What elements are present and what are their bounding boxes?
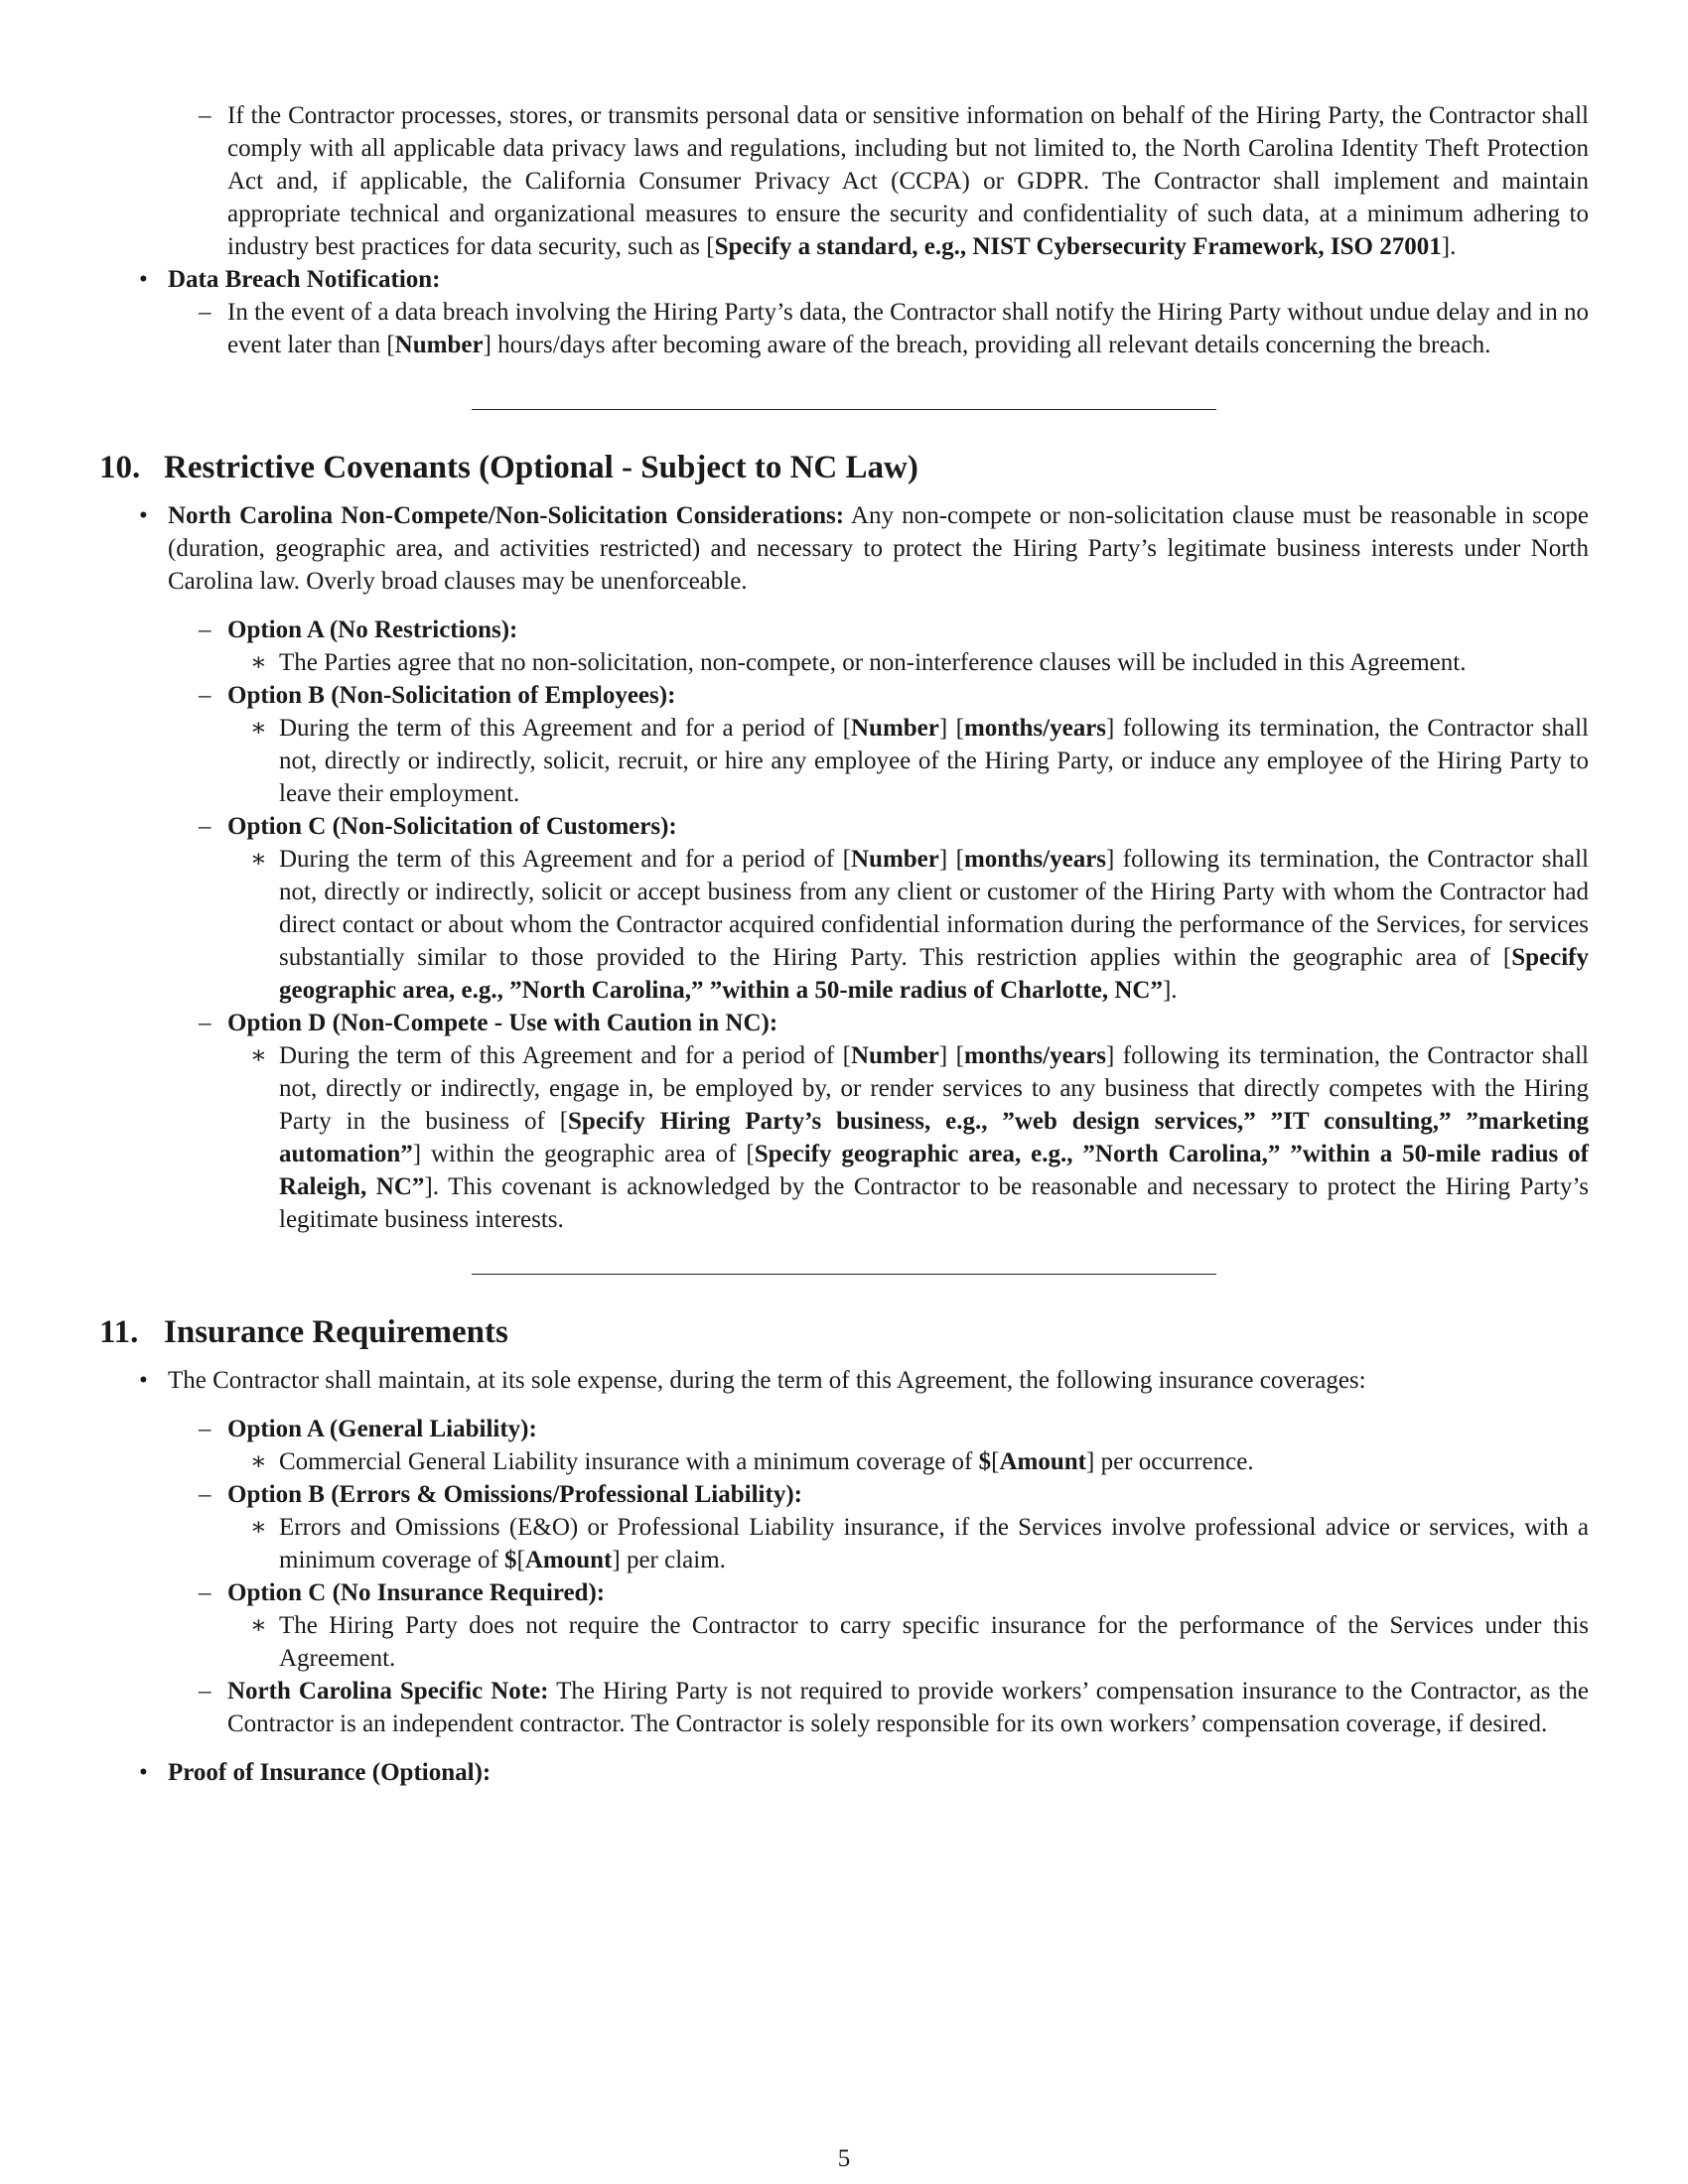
option-c-label: Option C (Non-Solicitation of Customers):	[227, 813, 677, 840]
breach-label: Data Breach Notification:	[168, 266, 441, 293]
placeholder-geographic-area: Specify geographic area, e.g., ”North Carolina,” ”within a 50-mile radius of Raleigh, NC”	[279, 1141, 1589, 1200]
placeholder-number: Number	[850, 1042, 939, 1069]
placeholder-period: months/years	[963, 1042, 1107, 1069]
bullet-marker: •	[139, 1759, 148, 1786]
asterisk-marker: ∗	[250, 715, 267, 742]
option-d-label: Option D (Non-Compete - Use with Caution in NC):	[227, 1010, 778, 1036]
dash-marker: –	[199, 102, 211, 129]
placeholder-number: Number	[394, 332, 484, 358]
option-b-item	[99, 679, 1589, 712]
privacy-text: If the Contractor processes, stores, or transmits personal data or sensitive information on behalf of the Hiring Party, the Contractor shall comply with all applicable data privacy laws and regulations, including but not limited to, the North Carolina Identity Theft Protection Act and, if applicable, the California Consumer Privacy Act (CCPA) or GDPR. The Contractor shall implement and maintain appropriate technical and organizational measures to ensure the security and confidentiality of such data, at a minimum adhering to industry best practices for data security, such as [Specify a standard, e.g., NIST Cybersecurity Framework, ISO 27001].	[227, 102, 1589, 260]
bullet-marker: •	[139, 1367, 148, 1394]
dash-marker: –	[199, 616, 211, 643]
dash-marker: –	[199, 1481, 211, 1508]
dash-marker: –	[199, 1010, 211, 1036]
option-c-item	[99, 810, 1589, 843]
nc-note-text: North Carolina Specific Note: The Hiring Party is not required to provide workers’ compensation insurance to the Contractor, as the Contractor is an independent contractor. The Contractor is solely responsible for its own workers’ compensation coverage, if desired.	[227, 1678, 1589, 1737]
breach-item	[99, 263, 1589, 296]
nc-considerations-label: North Carolina Non-Compete/Non-Solicitation Considerations:	[168, 502, 845, 529]
nc-considerations-text: North Carolina Non-Compete/Non-Solicitation Considerations: Any non-compete or non-solicitation clause must be reasonable in scope (duration, geographic area, and activities restricted) and necessary to protect the Hiring Party’s legitimate business interests under North Carolina law. Overly broad clauses may be unenforceable.	[168, 502, 1590, 595]
dash-marker: –	[199, 1416, 211, 1442]
ins-option-c-item	[99, 1576, 1589, 1609]
option-b-text: During the term of this Agreement and for a period of [Number] [months/years] following its termination, the Contractor shall not, directly or indirectly, solicit, recruit, or hire any employee of the Hiring Party, or induce any employee of the Hiring Party to leave their employment.	[279, 715, 1589, 807]
ins-option-c-text: The Hiring Party does not require the Contractor to carry specific insurance for the performance of the Services under this Agreement.	[279, 1612, 1589, 1672]
section-title: Insurance Requirements	[164, 1314, 508, 1350]
dash-marker: –	[199, 1678, 211, 1705]
asterisk-marker: ∗	[250, 1042, 267, 1069]
placeholder-business: Specify Hiring Party’s business, e.g., ”web design services,” ”IT consulting,” ”marketing automation”	[279, 1108, 1589, 1167]
asterisk-marker: ∗	[250, 1612, 267, 1639]
option-a-subitem	[99, 646, 1589, 679]
option-c-text: During the term of this Agreement and for a period of [Number] [months/years] following its termination, the Contractor shall not, directly or indirectly, solicit or accept business from any client or customer of the Hiring Party with whom the Contractor had direct contact or about whom the Contractor acquired confidential information during the performance of the Services, for services substantially similar to those provided to the Hiring Party. This restriction applies within the geographic area of [Specify geographic area, e.g., ”North Carolina,” ”within a 50-mile radius of Charlotte, NC”].	[279, 846, 1589, 1004]
placeholder-period: months/years	[963, 715, 1107, 742]
option-a-item	[99, 614, 1589, 646]
dash-marker: –	[199, 299, 211, 326]
page-content	[99, 99, 1589, 1789]
section-number: 11.	[99, 1314, 139, 1350]
placeholder-standard: Specify a standard, e.g., NIST Cybersecurity Framework, ISO 27001	[714, 233, 1442, 260]
section-10-heading	[99, 448, 1589, 487]
placeholder-period: months/years	[963, 846, 1107, 873]
bullet-marker: •	[139, 502, 148, 529]
dash-marker: –	[199, 682, 211, 709]
ins-option-a-text: Commercial General Liability insurance with a minimum coverage of $[Amount] per occurrence.	[279, 1448, 1254, 1475]
ins-option-b-text: Errors and Omissions (E&O) or Professional Liability insurance, if the Services involve professional advice or services, with a minimum coverage of $[Amount] per claim.	[279, 1514, 1589, 1573]
section-title: Restrictive Covenants (Optional - Subject to NC Law)	[164, 450, 918, 485]
ins-option-b-label: Option B (Errors & Omissions/Professional Liability):	[227, 1481, 802, 1508]
insurance-intro-item	[99, 1364, 1589, 1397]
section-11-heading	[99, 1312, 1589, 1352]
placeholder-number: Number	[850, 846, 939, 873]
ins-option-a-item	[99, 1413, 1589, 1445]
section-number: 10.	[99, 450, 141, 485]
nc-note-item	[99, 1675, 1589, 1740]
placeholder-geographic-area: Specify geographic area, e.g., ”North Carolina,” ”within a 50-mile radius of Charlotte, NC”	[279, 944, 1589, 1004]
proof-of-insurance-label: Proof of Insurance (Optional):	[168, 1759, 492, 1786]
asterisk-marker: ∗	[250, 846, 267, 873]
ins-option-c-subitem	[99, 1609, 1589, 1675]
insurance-intro-text: The Contractor shall maintain, at its sole expense, during the term of this Agreement, the following insurance coverages:	[168, 1367, 1366, 1394]
option-a-label: Option A (No Restrictions):	[227, 616, 518, 643]
nc-note-label: North Carolina Specific Note:	[227, 1678, 549, 1705]
ins-option-a-subitem	[99, 1445, 1589, 1478]
nc-considerations-item	[99, 499, 1589, 598]
option-d-text: During the term of this Agreement and for a period of [Number] [months/years] following its termination, the Contractor shall not, directly or indirectly, engage in, be employed by, or render services to any business that directly competes with the Hiring Party in the business of [Specify Hiring Party’s business, e.g., ”web design services,” ”IT consulting,” ”marketing automation”] within the geographic area of [Specify geographic area, e.g., ”North Carolina,” ”within a 50-mile radius of Raleigh, NC”]. This covenant is acknowledged by the Contractor to be reasonable and necessary to protect the Hiring Party’s legitimate business interests.	[279, 1042, 1590, 1233]
option-b-label: Option B (Non-Solicitation of Employees):	[227, 682, 676, 709]
placeholder-amount: Amount	[524, 1547, 613, 1573]
placeholder-amount: Amount	[999, 1448, 1086, 1475]
asterisk-marker: ∗	[250, 1448, 267, 1475]
dash-marker: –	[199, 1579, 211, 1606]
dash-marker: –	[199, 813, 211, 840]
proof-of-insurance-item	[99, 1756, 1589, 1789]
bullet-marker: •	[139, 266, 148, 293]
ins-option-b-subitem	[99, 1511, 1589, 1576]
option-d-item	[99, 1007, 1589, 1039]
asterisk-marker: ∗	[250, 649, 267, 676]
ins-option-a-label: Option A (General Liability):	[227, 1416, 537, 1442]
asterisk-marker: ∗	[250, 1514, 267, 1541]
breach-text: In the event of a data breach involving the Hiring Party’s data, the Contractor shall notify the Hiring Party without undue delay and in no event later than [Number] hours/days after becoming aware of the breach, providing all relevant details concerning the breach.	[227, 299, 1589, 358]
section-divider	[472, 1274, 1216, 1275]
option-b-subitem	[99, 712, 1589, 810]
ins-option-c-label: Option C (No Insurance Required):	[227, 1579, 606, 1606]
breach-subitem	[99, 296, 1589, 361]
section-divider	[472, 409, 1216, 410]
option-c-subitem	[99, 843, 1589, 1007]
option-a-text: The Parties agree that no non-solicitation, non-compete, or non-interference clauses will be included in this Agreement.	[279, 649, 1467, 676]
ins-option-b-item	[99, 1478, 1589, 1511]
privacy-item	[99, 99, 1589, 263]
placeholder-number: Number	[850, 715, 939, 742]
option-d-subitem	[99, 1039, 1589, 1236]
page-number: 5	[837, 2145, 851, 2172]
